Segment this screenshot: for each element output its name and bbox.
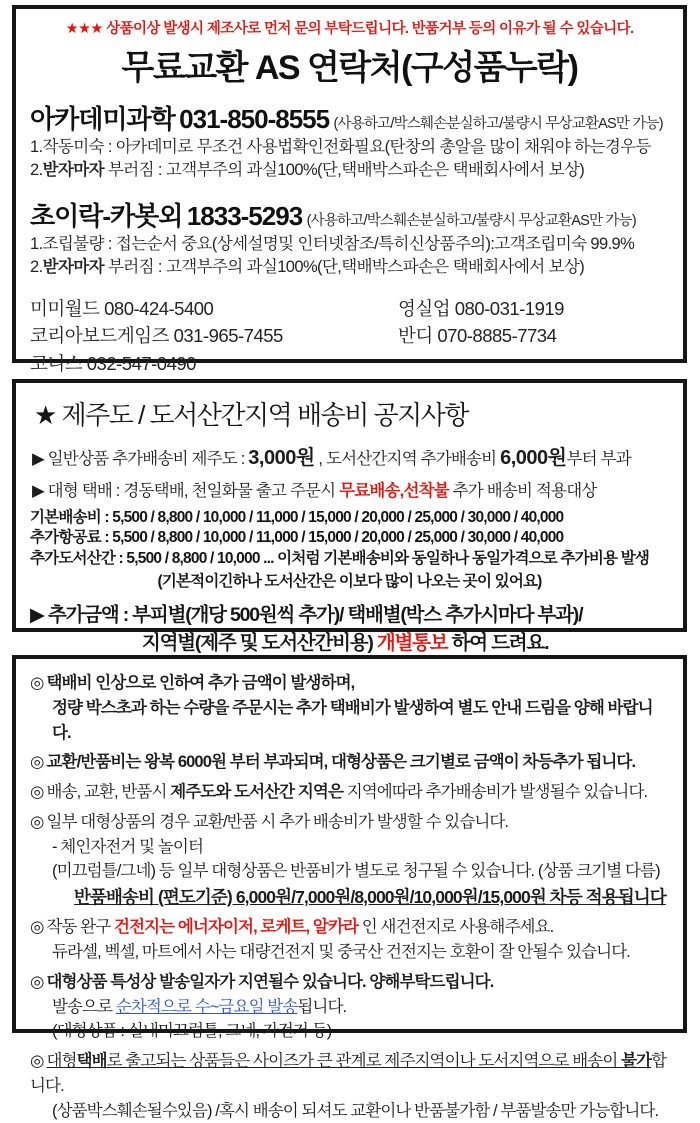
circle-bullet-icon: ◎: [30, 813, 44, 831]
notes-section: [12, 655, 687, 1033]
note-large-parcel-restriction: ◎ 대형택배로 출고되는 상품들은 사이즈가 큰 관계로 제주지역이나 도서지역으로 배송이 불가합니다.: [30, 1049, 669, 1099]
circle-bullet-icon: ◎: [30, 973, 44, 991]
note-battery: ◎ 작동 완구 건전지는 에너자이저, 로케트, 알카라 인 새건전지로 사용해주세요.: [30, 915, 669, 940]
circle-bullet-icon: ◎: [30, 783, 44, 801]
free-shipping-highlight: 무료배송,선착불: [339, 482, 449, 500]
note-return-fee: ◎ 교환/반품비는 왕복 6000원 부터 부과되며, 대형상품은 크기별로 금액이 차등추가 됩니다.: [30, 750, 669, 775]
note-battery-compat: 듀라셀, 벡셀, 마트에서 사는 대량건전지 및 중국산 건전지는 호환이 잘 안될수 있습니다.: [30, 940, 669, 965]
extra-charge-line-1: ▶ 추가금액 : 부피별(개당 500원씩 추가)/ 택배별(박스 추가시마다 부과)/: [30, 599, 673, 627]
section-title-as-contact: 무료교환 AS 연락처(구성품누락): [30, 40, 669, 89]
note-fee-increase: ◎ 택배비 인상으로 인하여 추가 금액이 발생하며,: [30, 671, 669, 696]
phone-list: [30, 295, 669, 378]
note-large-item-examples: (대형상품 : 실내미끄럼틀, 그네, 자전거 등): [30, 1019, 669, 1044]
vendor-note-2: 2.받자마자 부러짐 : 고객부주의 과실100%(단,택배박스파손은 택배회사에서 보상): [30, 159, 669, 182]
large-parcel-line: ▶ 대형 택배 : 경동택배, 천일화물 출고 주문시 무료배송,선착불 추가 배송비 적용대상: [32, 477, 673, 501]
island-fee: 6,000원: [500, 447, 566, 469]
jeju-shipping-section: [12, 379, 687, 632]
note-box-damage: (상품박스훼손될수있음) /혹시 배송이 되셔도 교환이나 반품불가함 / 부품발송만 가능합니다.: [30, 1099, 669, 1123]
fee-island-line: 추가도서산간 : 5,500 / 8,800 / 10,000 ... 이처럼 기본배송비와 동일하나 동일가격으로 추가비용 발생: [30, 549, 673, 569]
note-shipping-delay: ◎ 대형상품 특성상 발송일자가 지연될수 있습니다. 양해부탁드립니다.: [30, 970, 669, 995]
vendor-note-1: 1.작동미숙 : 아카데미로 무조건 사용법확인전화필요(탄창의 총알을 많이 채워야 하는경우등: [30, 136, 669, 159]
phone-item: 영실업 080-031-1919: [398, 295, 564, 323]
vendor-phone: 031-850-8555: [179, 104, 329, 134]
circle-bullet-icon: ◎: [30, 753, 44, 771]
vendor-note-2: 2.받자마자 부러짐 : 고객부주의 과실100%(단,택배박스파손은 택배회사에서 보상): [30, 256, 669, 279]
phone-column-left: [30, 295, 398, 378]
vendor-condition: (사용하고/박스훼손분실하고/불량시 무상교환AS만 가능): [334, 116, 663, 132]
general-surcharge-line: ▶ 일반상품 추가배송비 제주도 : 3,000원 , 도서산간지역 추가배송비 6,000원부터 부과: [32, 441, 673, 470]
fee-air-line: 추가항공료 : 5,500 / 8,800 / 10,000 / 11,000 / 15,000 / 20,000 / 25,000 / 30,000 / 40,000: [30, 528, 673, 548]
notice-page: [0, 5, 700, 1033]
vendor-name: 초이락-카봇외: [30, 201, 182, 231]
vendor-name: 아카데미과학: [30, 104, 175, 134]
note-region-surcharge: ◎ 배송, 교환, 반품시 제주도와 도서산간 지역은 지역에따라 추가배송비가 발생될수 있습니다.: [30, 780, 669, 805]
phone-item: 코리아보드게임즈 031-965-7455: [30, 322, 398, 350]
jeju-fee: 3,000원: [248, 447, 314, 469]
phone-column-right: [398, 295, 564, 378]
vendor-note-1: 1.조립불량 : 접는순서 중요(상세설명및 인터넷참조/특히신상품주의):고객조립미숙 99.9%: [30, 233, 669, 256]
manufacturer-warning: ★★★ 상품이상 발생시 제조사로 먼저 문의 부탁드립니다. 반품거부 등의 이유가 될 수 있습니다.: [30, 17, 669, 38]
fee-note-line: (기본적이긴하나 도서산간은 이보다 많이 나오는 곳이 있어요): [26, 569, 673, 591]
phone-item: 미미월드 080-424-5400: [30, 295, 398, 323]
as-contact-section: [12, 5, 687, 363]
vendor-condition: (사용하고/박스훼손분실하고/불량시 무상교환AS만 가능): [307, 213, 636, 229]
fee-basic-line: 기본배송비 : 5,500 / 8,800 / 10,000 / 11,000 / 15,000 / 20,000 / 25,000 / 30,000 / 40,000: [30, 508, 673, 528]
note-slide-swing: (미끄럼틀/그네) 등 일부 대형상품은 반품비가 별도로 청구될 수 있습니다. (상품 크기별 다름): [30, 859, 669, 884]
note-return-fee-tiers: 반품배송비 (편도기준) 6,000원/7,000원/8,000원/10,000원/15,000원 차등 적용됩니다: [74, 884, 669, 910]
note-chain-bike: - 체인자전거 및 놀이터: [30, 835, 669, 860]
note-large-item-return: ◎ 일부 대형상품의 경우 교환/반품 시 추가 배송비가 발생할 수 있습니다.: [30, 810, 669, 835]
vendor-phone: 1833-5293: [187, 201, 302, 231]
note-shipping-days: 발송으로 순차적으로 수~금요일 발송됩니다.: [30, 995, 669, 1020]
circle-bullet-icon: ◎: [30, 1052, 44, 1070]
individual-notice-highlight: 개별통보: [377, 632, 448, 654]
circle-bullet-icon: ◎: [30, 918, 44, 936]
note-fee-increase-cont: 정량 박스초과 하는 수량을 주문시는 추가 택배비가 발생하여 별도 안내 드림을 양해 바랍니다.: [30, 696, 669, 746]
section-title-jeju: ★ 제주도 / 도서산간지역 배송비 공지사항: [34, 395, 673, 432]
shipping-days-highlight: 순차적으로 수~금요일 발송: [116, 998, 298, 1016]
vendor-academy: [30, 99, 669, 183]
phone-item: 반디 070-8885-7734: [398, 322, 564, 350]
vendor-choirock: [30, 196, 669, 280]
circle-bullet-icon: ◎: [30, 674, 44, 692]
phone-item: 코니스 032-547-0490: [30, 350, 398, 378]
extra-charge-line-2: 지역별(제주 및 도서산간비용) 개별통보 하여 드려요.: [142, 627, 673, 655]
battery-brand-highlight: 건전지는 에너자이저, 로케트, 알카라: [114, 918, 358, 936]
